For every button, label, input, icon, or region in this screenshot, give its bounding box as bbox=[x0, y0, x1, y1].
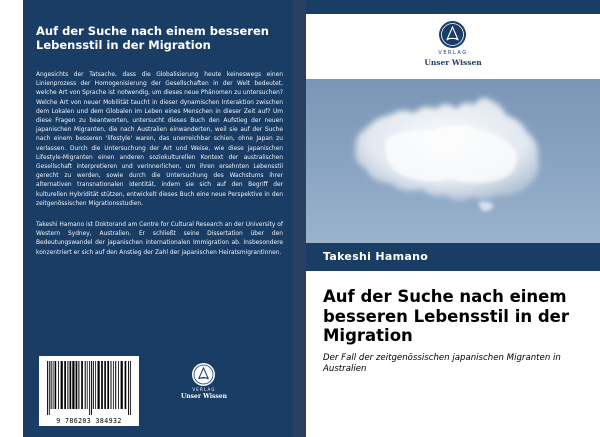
isbn-number: 9 786203 384932 bbox=[56, 417, 122, 425]
publisher-name: Unser Wissen bbox=[181, 393, 227, 400]
front-top-bar bbox=[306, 0, 600, 14]
book-subtitle: Der Fall der zeitgenössischen japanischen Migranten in Australien bbox=[323, 353, 561, 374]
book-spine bbox=[293, 0, 306, 437]
author-bio: Takeshi Hamano ist Doktorand am Centre for Cultural Research an der University of Western Sydney, Australien. Er schließt seine Dissertation über den Bedeutungswandel der japanischen internationalen Immigration ab. Insbesondere konzentriert er sich auf den Anstieg der Zahl der japanischen Heiratsmigrantinnen. bbox=[36, 222, 283, 256]
publisher-logo-back bbox=[179, 363, 229, 403]
front-cover bbox=[306, 0, 600, 437]
publisher-name: Unser Wissen bbox=[424, 58, 482, 67]
back-cover bbox=[23, 0, 293, 437]
author-band bbox=[306, 243, 600, 271]
barcode-icon bbox=[45, 361, 133, 415]
back-cover-title: Auf der Suche nach einem besseren Lebensstil in der Migration bbox=[36, 24, 269, 52]
publisher-verlag-label: VERLAG bbox=[192, 387, 216, 392]
book-title: Auf der Suche nach einem besseren Lebensstil in der Migration bbox=[323, 287, 569, 345]
author-name: Takeshi Hamano bbox=[323, 250, 429, 263]
book-emblem-icon bbox=[439, 21, 466, 48]
australia-cloud-image bbox=[306, 79, 600, 243]
publisher-verlag-label: VERLAG bbox=[438, 50, 468, 56]
back-cover-abstract: Angesichts der Tatsache, dass die Globalisierung heute keineswegs einen Linienprozess der Homogenisierung der Gesellschaften in der Welt bedeutet, welche Art von Sprache ist notwendig, um dieses neue Phänomen zu untersuchen? Welche Art von neuer Mobilität taucht in dieser dynamischen Interaktion zwischen dem Lokalen und dem Globalen im Leben eines Menschen in dieser Zeit auf? Um diese Fragen zu beantworten, untersucht dieses Buch den Aufstieg der neuen japanischen Migranten, die nach Australien einwanderten, weil sie auf der Suche nach einem besseren 'lifestyle' waren, das unerreichbar schien, ohne Japan zu verlassen. Durch die Untersuchung der Art und Weise, wie diese japanischen Lifestyle-Migranten einen anderen soziokulturellen Kontext der australischen Gesellschaft interpretieren und verinnerlichen, um ihren ersehnten Lebensstil gerecht zu werden, sowie durch die Untersuchung des Wachstums ihrer alternativen transnationalen Identität, indem sie sich auf den Begriff der kulturellen Hybridität stützen, entwickelt dieses Buch eine neue Perspektive in den zeitgenössischen Migrationsstudien. bbox=[36, 72, 283, 207]
publisher-logo-front bbox=[420, 21, 486, 73]
book-emblem-icon bbox=[192, 363, 215, 386]
cover-photo bbox=[306, 79, 600, 243]
isbn-barcode bbox=[39, 356, 139, 426]
